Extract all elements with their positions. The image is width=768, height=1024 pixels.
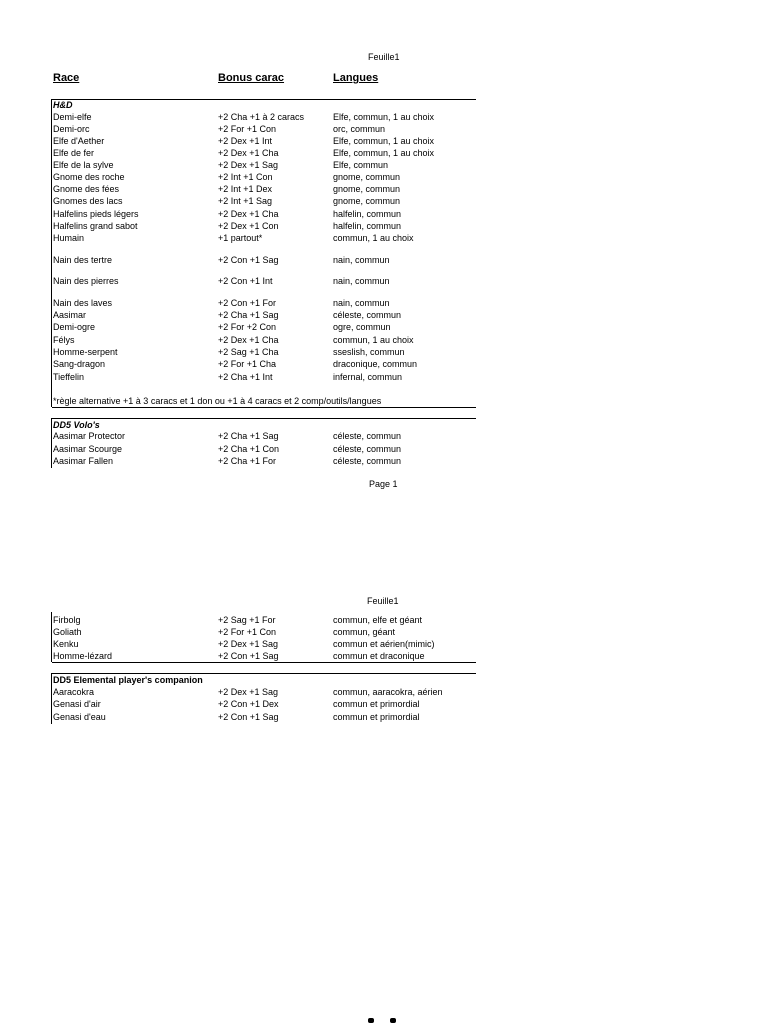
- sheet-title: Feuille1: [368, 52, 400, 62]
- section-divider: [52, 99, 476, 100]
- race-cell: Elfe de fer: [53, 148, 95, 158]
- table-row: [0, 171, 768, 183]
- table-row: [0, 183, 768, 195]
- langues-cell: Elfe, commun, 1 au choix: [333, 112, 435, 122]
- section-divider: [52, 673, 476, 674]
- section-divider: [52, 407, 476, 408]
- race-cell: Kenku: [53, 639, 79, 649]
- bonus-cell: +2 For +1 Cha: [218, 359, 277, 369]
- section-divider: [52, 662, 476, 663]
- langues-cell: infernal, commun: [333, 372, 403, 382]
- table-row: [0, 334, 768, 346]
- race-cell: Goliath: [53, 627, 82, 637]
- bonus-cell: +2 Con +1 For: [218, 298, 277, 308]
- table-row: [0, 123, 768, 135]
- section-title-elemental: DD5 Elemental player's companion: [53, 675, 203, 685]
- bonus-cell: +2 Con +1 Sag: [218, 712, 279, 722]
- column-header-race: Race: [53, 72, 80, 84]
- table-row: [0, 208, 768, 220]
- page-edge-mark: [364, 1016, 400, 1022]
- bonus-cell: +2 Sag +1 For: [218, 615, 276, 625]
- langues-cell: nain, commun: [333, 255, 390, 265]
- bonus-cell: +2 Dex +1 Cha: [218, 335, 279, 345]
- langues-cell: Elfe, commun, 1 au choix: [333, 148, 435, 158]
- bonus-cell: +2 Dex +1 Cha: [218, 148, 279, 158]
- table-row: [0, 297, 768, 309]
- langues-cell: céleste, commun: [333, 431, 402, 441]
- table-row: [0, 371, 768, 383]
- table-row: [0, 443, 768, 455]
- table-row: [0, 455, 768, 467]
- race-cell: Humain: [53, 233, 85, 243]
- langues-cell: nain, commun: [333, 276, 390, 286]
- table-row: [0, 430, 768, 442]
- race-cell: Félys: [53, 335, 75, 345]
- table-row: [0, 275, 768, 287]
- langues-cell: commun et primordial: [333, 712, 420, 722]
- langues-cell: commun et draconique: [333, 651, 425, 661]
- race-cell: Gnome des fées: [53, 184, 120, 194]
- race-cell: Aasimar Fallen: [53, 456, 114, 466]
- bonus-cell: +2 Con +1 Int: [218, 276, 273, 286]
- bonus-cell: +2 Dex +1 Sag: [218, 160, 279, 170]
- race-cell: Halfelins grand sabot: [53, 221, 138, 231]
- section-divider: [52, 418, 476, 419]
- table-row: [0, 159, 768, 171]
- langues-cell: commun, 1 au choix: [333, 233, 414, 243]
- table-row: [0, 650, 768, 662]
- langues-cell: céleste, commun: [333, 456, 402, 466]
- langues-cell: sseslish, commun: [333, 347, 405, 357]
- table-row: [0, 254, 768, 266]
- race-cell: Aasimar Scourge: [53, 444, 123, 454]
- bonus-cell: +2 Cha +1 Sag: [218, 431, 279, 441]
- race-cell: Gnomes des lacs: [53, 196, 123, 206]
- langues-cell: commun, aaracokra, aérien: [333, 687, 443, 697]
- table-row: [0, 232, 768, 244]
- section-title-hd: H&D: [53, 100, 73, 110]
- bonus-cell: +1 partout*: [218, 233, 263, 243]
- bonus-cell: +2 Dex +1 Sag: [218, 687, 279, 697]
- langues-cell: céleste, commun: [333, 310, 402, 320]
- race-cell: Elfe de la sylve: [53, 160, 114, 170]
- bonus-cell: +2 Int +1 Con: [218, 172, 273, 182]
- langues-cell: gnome, commun: [333, 172, 401, 182]
- race-cell: Homme-serpent: [53, 347, 118, 357]
- race-cell: Elfe d'Aether: [53, 136, 105, 146]
- column-header-langues: Langues: [333, 72, 379, 84]
- column-header-bonus: Bonus carac: [218, 72, 285, 84]
- bonus-cell: +2 For +1 Con: [218, 124, 277, 134]
- race-cell: Demi-ogre: [53, 322, 96, 332]
- langues-cell: commun, géant: [333, 627, 396, 637]
- table-row: [0, 111, 768, 123]
- langues-cell: halfelin, commun: [333, 209, 402, 219]
- bonus-cell: +2 Con +1 Sag: [218, 255, 279, 265]
- langues-cell: commun, elfe et géant: [333, 615, 423, 625]
- page-number: Page 1: [369, 479, 398, 489]
- table-row: [0, 626, 768, 638]
- langues-cell: Elfe, commun, 1 au choix: [333, 136, 435, 146]
- langues-cell: ogre, commun: [333, 322, 391, 332]
- bonus-cell: +2 Con +1 Dex: [218, 699, 279, 709]
- race-cell: Aasimar Protector: [53, 431, 126, 441]
- bonus-cell: +2 Cha +1 Con: [218, 444, 280, 454]
- bonus-cell: +2 Sag +1 Cha: [218, 347, 279, 357]
- race-cell: Sang-dragon: [53, 359, 106, 369]
- race-cell: Demi-orc: [53, 124, 90, 134]
- race-cell: Aaracokra: [53, 687, 95, 697]
- bonus-cell: +2 For +2 Con: [218, 322, 277, 332]
- bonus-cell: +2 Cha +1 à 2 caracs: [218, 112, 305, 122]
- langues-cell: nain, commun: [333, 298, 390, 308]
- race-cell: Tieffelin: [53, 372, 85, 382]
- langues-cell: draconique, commun: [333, 359, 418, 369]
- bonus-cell: +2 Int +1 Sag: [218, 196, 273, 206]
- bonus-cell: +2 Con +1 Sag: [218, 651, 279, 661]
- langues-cell: céleste, commun: [333, 444, 402, 454]
- bonus-cell: +2 Dex +1 Cha: [218, 209, 279, 219]
- bonus-cell: +2 Dex +1 Con: [218, 221, 279, 231]
- table-row: [0, 321, 768, 333]
- bonus-cell: +2 Dex +1 Int: [218, 136, 273, 146]
- bonus-cell: +2 Int +1 Dex: [218, 184, 273, 194]
- table-row: [0, 358, 768, 370]
- langues-cell: gnome, commun: [333, 196, 401, 206]
- langues-cell: commun, 1 au choix: [333, 335, 414, 345]
- langues-cell: halfelin, commun: [333, 221, 402, 231]
- table-row: [0, 638, 768, 650]
- race-cell: Genasi d'air: [53, 699, 101, 709]
- footnote: *règle alternative +1 à 3 caracs et 1 don ou +1 à 4 caracs et 2 comp/outils/langues: [53, 396, 382, 406]
- sheet-title: Feuille1: [367, 596, 399, 606]
- race-cell: Nain des tertre: [53, 255, 113, 265]
- race-cell: Nain des laves: [53, 298, 113, 308]
- bonus-cell: +2 For +1 Con: [218, 627, 277, 637]
- langues-cell: orc, commun: [333, 124, 386, 134]
- race-cell: Demi-elfe: [53, 112, 92, 122]
- race-cell: Gnome des roche: [53, 172, 125, 182]
- table-row: [0, 686, 768, 698]
- bonus-cell: +2 Cha +1 Sag: [218, 310, 279, 320]
- langues-cell: commun et primordial: [333, 699, 420, 709]
- bonus-cell: +2 Cha +1 Int: [218, 372, 273, 382]
- table-row: [0, 346, 768, 358]
- table-row: [0, 220, 768, 232]
- race-cell: Homme-lézard: [53, 651, 113, 661]
- langues-cell: Elfe, commun: [333, 160, 389, 170]
- bonus-cell: +2 Cha +1 For: [218, 456, 277, 466]
- section-title-volos: DD5 Volo's: [53, 420, 100, 430]
- table-row: [0, 135, 768, 147]
- langues-cell: commun et aérien(mimic): [333, 639, 435, 649]
- race-cell: Genasi d'eau: [53, 712, 106, 722]
- table-row: [0, 309, 768, 321]
- table-row: [0, 195, 768, 207]
- table-row: [0, 711, 768, 723]
- table-row: [0, 614, 768, 626]
- race-cell: Aasimar: [53, 310, 87, 320]
- race-cell: Nain des pierres: [53, 276, 119, 286]
- race-cell: Firbolg: [53, 615, 81, 625]
- bonus-cell: +2 Dex +1 Sag: [218, 639, 279, 649]
- race-cell: Halfelins pieds légers: [53, 209, 139, 219]
- table-row: [0, 698, 768, 710]
- table-row: [0, 147, 768, 159]
- langues-cell: gnome, commun: [333, 184, 401, 194]
